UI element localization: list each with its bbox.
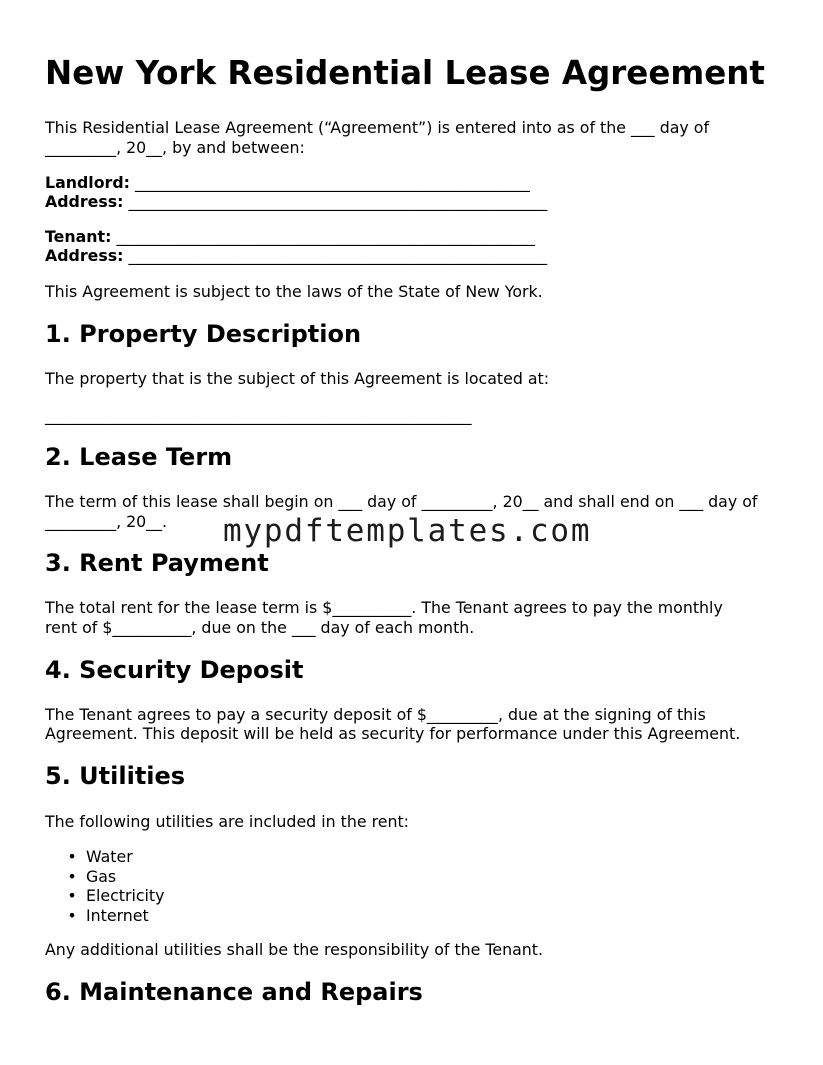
intro-line-2: _________, 20__, by and between:: [45, 138, 305, 157]
deposit-line-2: Agreement. This deposit will be held as security for performance under this Agreement.: [45, 724, 741, 743]
tenant-address-blank: _____________________________________________________: [123, 246, 548, 265]
watermark-text: mypdftemplates.com: [223, 513, 592, 549]
intro-line-1: This Residential Lease Agreement (“Agreement”) is entered into as of the ___ day of: [45, 118, 710, 137]
governing-law-text: This Agreement is subject to the laws of the State of New York.: [45, 282, 543, 301]
landlord-address-blank: _____________________________________________________: [123, 192, 548, 211]
property-text: The property that is the subject of this Agreement is located at:: [45, 369, 550, 388]
list-item-label: Electricity: [86, 886, 165, 905]
landlord-blank: __________________________________________________: [129, 173, 530, 192]
term-line-1: The term of this lease shall begin on ___ day of _________, 20__ and shall end on ___ day of: [45, 492, 758, 511]
rent-line-1: The total rent for the lease term is $__________. The Tenant agrees to pay the monthly: [45, 598, 723, 617]
utilities-intro-text: The following utilities are included in the rent:: [45, 812, 409, 831]
utilities-list: [45, 847, 164, 925]
section-heading-deposit: 4. Security Deposit: [45, 656, 304, 684]
document-title: New York Residential Lease Agreement: [45, 54, 765, 92]
deposit-line-1: The Tenant agrees to pay a security deposit of $_________, due at the signing of this: [45, 705, 706, 724]
section-heading-term: 2. Lease Term: [45, 443, 233, 471]
tenant-label: Tenant:: [45, 227, 112, 246]
tenant-field: [45, 227, 535, 247]
list-item: [45, 886, 164, 906]
section-heading-property: 1. Property Description: [45, 320, 362, 348]
section-heading-maintenance: 6. Maintenance and Repairs: [45, 978, 423, 1006]
section-heading-utilities: 5. Utilities: [45, 762, 186, 790]
tenant-blank: _____________________________________________________: [111, 227, 536, 246]
bullet-icon: •: [67, 866, 77, 886]
list-item-label: Gas: [86, 866, 117, 886]
list-item: [45, 906, 164, 926]
tenant-address-label: Address:: [45, 246, 124, 265]
section-heading-rent: 3. Rent Payment: [45, 549, 269, 577]
landlord-field: [45, 173, 530, 193]
term-line-2: _________, 20__.: [45, 512, 168, 531]
list-item-label: Water: [86, 847, 133, 866]
landlord-address-label: Address:: [45, 192, 124, 211]
property-address-blank: ______________________________________________________: [45, 406, 472, 425]
tenant-address-field: [45, 246, 547, 266]
bullet-icon: •: [67, 847, 77, 866]
landlord-label: Landlord:: [45, 173, 130, 192]
list-item: [45, 847, 164, 867]
list-item-label: Internet: [86, 905, 149, 925]
utilities-note-text: Any additional utilities shall be the responsibility of the Tenant.: [45, 940, 543, 959]
bullet-icon: •: [67, 905, 77, 925]
list-item: [45, 867, 164, 887]
landlord-address-field: [45, 192, 547, 212]
rent-line-2: rent of $__________, due on the ___ day of each month.: [45, 618, 475, 637]
bullet-icon: •: [67, 886, 77, 905]
